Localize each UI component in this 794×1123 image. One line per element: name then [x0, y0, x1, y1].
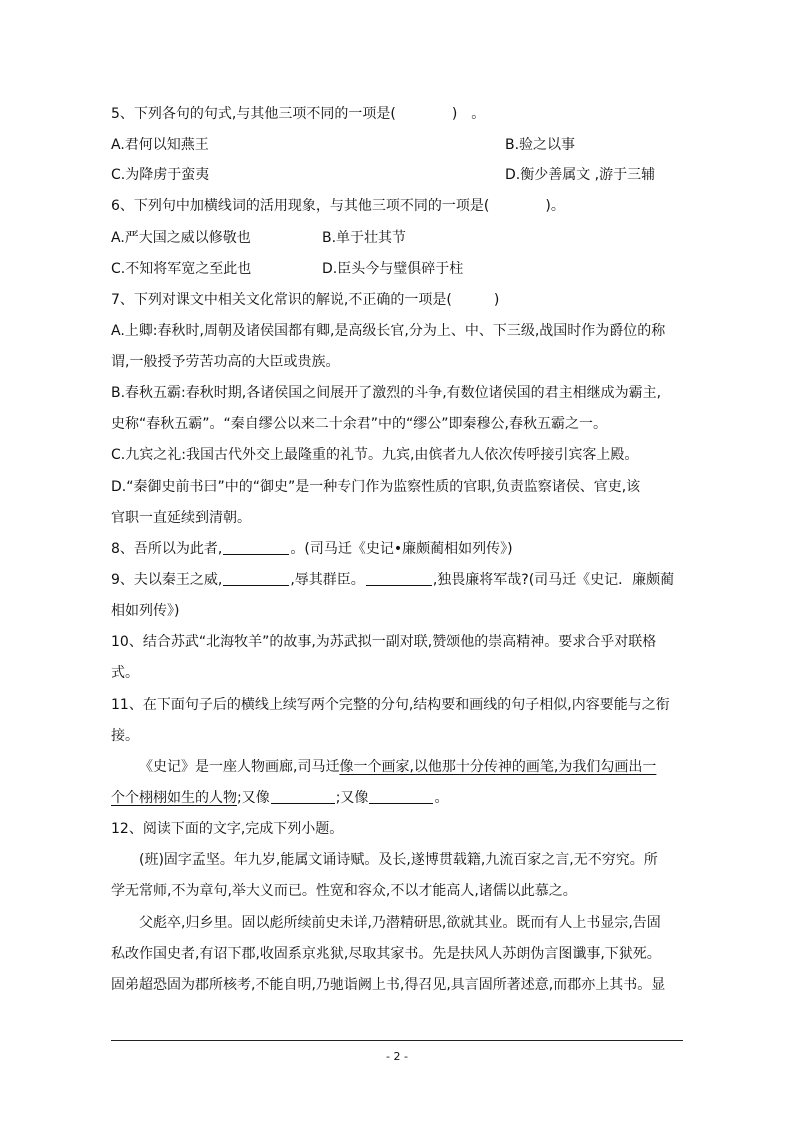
page-number: - 2 - [386, 1050, 408, 1063]
q7-option-a-line2: 谓,一般授予劳苦功高的大臣或贵族。 [111, 354, 340, 370]
q11-example-prefix: 《史记》是一座人物画廊,司马迁 [139, 759, 340, 775]
q12-passage-p1-line2: 学无常师,不为章句,举大义而已。性宽和容众,不以才能高人,诸儒以此慕之。 [111, 883, 577, 899]
q11-example-line2 [111, 788, 448, 808]
q12-passage-p2-line2: 私改作国史者,有诏下郡,收固系京兆狱,尽取其家书。先是扶风人苏朗伪言图谶事,下狱死。 [111, 946, 661, 962]
q11-line1: 11、在下面句子后的横线上续写两个完整的分句,结构要和画线的句子相似,内容要能与之衔 [111, 697, 670, 713]
q5-option-d: D.衡少善属文 ,游于三辅 [505, 167, 656, 183]
q11-example-line1 [139, 757, 656, 777]
q8-blank[interactable] [223, 540, 289, 555]
q10-line1: 10、结合苏武“北海牧羊”的故事,为苏武拟一副对联,赞颂他的崇高精神。要求合乎对联格 [111, 634, 657, 650]
q6-option-d: D.臣头今与璧俱碎于柱 [322, 261, 464, 277]
q6-option-b: B.单于壮其节 [322, 230, 407, 246]
q12-stem: 12、阅读下面的文字,完成下列小题。 [111, 821, 344, 837]
q6-option-c: C.不知将军宽之至此也 [111, 261, 252, 277]
q7-option-a-line1: A.上卿:春秋时,周朝及诸侯国都有卿,是高级长官,分为上、中、下三级,战国时作为爵位的称 [111, 323, 666, 339]
q12-passage-p2-line3: 固弟超恐固为郡所核考,不能自明,乃驰诣阙上书,得召见,具言固所著述意,而郡亦上其书。显 [111, 977, 666, 993]
footer-divider [111, 1040, 683, 1041]
q5-option-a: A.君何以知燕王 [111, 137, 209, 153]
q9-part3: ,独畏廉将军哉?(司马迁《史记．廉颇蔺 [432, 572, 675, 588]
q9-blank-2[interactable] [366, 571, 432, 586]
q12-passage-p1-line1: (班)固字孟坚。年九岁,能属文诵诗赋。及长,遂博贯载籍,九流百家之言,无不穷究。所 [139, 852, 658, 868]
q11-blank-2[interactable] [369, 789, 433, 804]
q8-after: 。(司马迁《史记•廉颇蔺相如列传》) [290, 541, 513, 557]
q11-end: ;又像 [335, 790, 369, 806]
q7-stem: 7、下列对课文中相关文化常识的解说,不正确的一项是( ) [111, 292, 500, 308]
q6-stem: 6、下列句中加横线词的活用现象，与其他三项不同的一项是( )。 [111, 198, 565, 214]
q11-period: 。 [434, 790, 449, 806]
q5-stem: 5、下列各句的句式,与其他三项不同的一项是( ) 。 [111, 106, 486, 122]
q8-line [111, 539, 513, 559]
q8-before: 8、吾所以为此者, [111, 541, 223, 557]
q7-option-b-line1: B.春秋五霸:春秋时期,各诸侯国之间展开了激烈的斗争,有数位诸侯国的君主相继成为霸主, [111, 385, 662, 401]
q11-line2: 接。 [111, 728, 139, 744]
q9-line1 [111, 570, 674, 590]
q9-blank-1[interactable] [223, 571, 289, 586]
q9-line2: 相如列传》) [111, 603, 180, 619]
q9-part2: ,辱其群臣。 [290, 572, 365, 588]
q9-part1: 9、夫以秦王之威, [111, 572, 223, 588]
q11-underlined-sentence-part1: 像一个画家,以他那十分传神的画笔,为我们勾画出一 [339, 759, 657, 775]
q5-option-c: C.为降虏于蛮夷 [111, 167, 210, 183]
q10-line2: 式。 [111, 665, 139, 681]
q7-option-d-line1: D.“秦御史前书曰”中的“御史”是一种专门作为监察性质的官职,负责监察诸侯、官吏,该 [111, 479, 641, 495]
q7-option-d-line2: 官职一直延续到清朝。 [111, 510, 251, 526]
q7-option-c: C.九宾之礼:我国古代外交上最隆重的礼节。九宾,由傧者九人依次传呼接引宾客上殿。 [111, 447, 639, 463]
q5-option-b: B.验之以事 [505, 137, 576, 153]
q11-mid: ;又像 [237, 790, 270, 806]
q6-option-a: A.严大国之威以修敬也 [111, 230, 251, 246]
q7-option-b-line2: 史称“春秋五霸”。“秦自缪公以来二十余君”中的“缪公”即秦穆公,春秋五霸之一。 [111, 416, 607, 432]
q11-blank-1[interactable] [271, 789, 335, 804]
q11-underlined-sentence-part2: 个个栩栩如生的人物 [111, 790, 237, 806]
q12-passage-p2-line1: 父彪卒,归乡里。固以彪所续前史未详,乃潜精研思,欲就其业。既而有人上书显宗,告固 [139, 915, 661, 931]
